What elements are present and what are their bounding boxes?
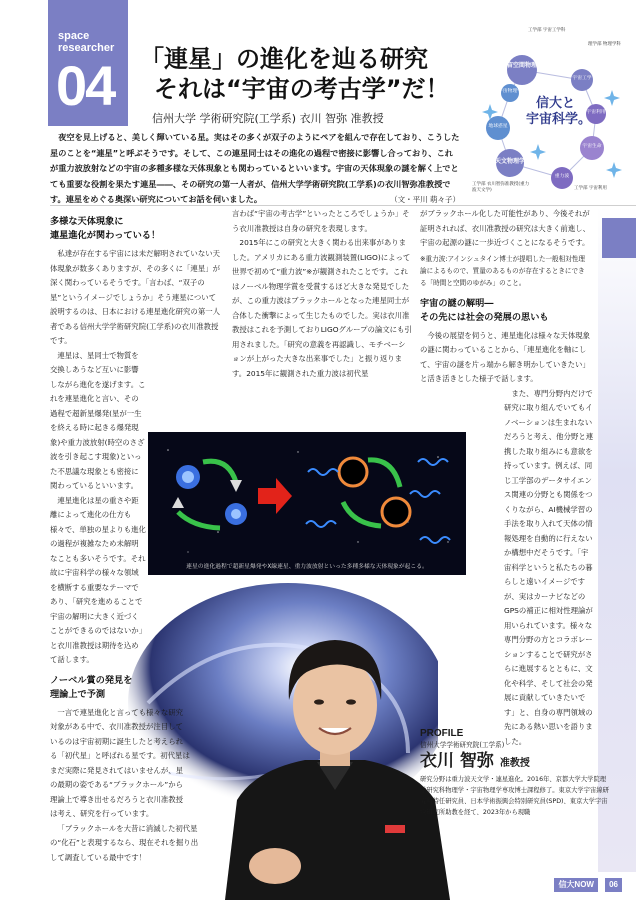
profile-rank: 准教授 <box>499 758 530 769</box>
researcher-photo <box>215 590 455 900</box>
diagram-node-small-2: 重力波 <box>554 174 570 179</box>
title-line-2: それは“宇宙の考古学”だ！ <box>154 75 450 103</box>
series-label: space <box>58 30 90 42</box>
byline: 信州大学 学術研究院(工学系) 衣川 智弥 准教授 <box>152 112 384 125</box>
divider <box>50 205 636 206</box>
binary-evolution-figure <box>148 432 466 575</box>
diagram-node-small-1: 地球惑星 <box>488 124 508 129</box>
diagram-label-bottom-right: 工学部 宇宙利用 <box>574 186 607 191</box>
heading-1-line-2: 連星進化が関わっている！ <box>50 230 161 241</box>
heading-2-line-2: 理論上で予測 <box>50 688 106 700</box>
paragraph: 「ブラックホールを大昔に消滅した初代星の“化石”と表現するなら、現在それを掘り出して調査している最中です！ <box>50 823 199 862</box>
diagram-label-left: 工学部 衣川智弥准教授(重力波天文学) <box>472 182 530 193</box>
paragraph: 連星は、星同士で物質を交換しあうなど互いに影響しながら進化を遂げます。これを連星進化と言い、その過程で超新星爆発(星が一生を終える時に起きる爆発現象)や重力波放射(時空のさざ波を引き起こす現象)といった不思議な現象とも密接に関わっているといいます。 <box>50 350 146 490</box>
heading-3 <box>420 297 590 325</box>
figure-caption: 連星の進化過程で超新星爆発やX線連星、重力波放射といった多種多様な天体現象が起こる。 <box>186 564 428 570</box>
heading-3-line-2: その先には社会の発展の思いも <box>420 311 549 323</box>
footnote: ※重力波:アインシュタイン博士が提唱した一般相対性理論によるもので、質量のあるものが存在するときにできる「時間と空間のゆがみ」のこと。 <box>420 254 585 287</box>
paragraph: 連星進化は星の重さや距離によって進化の仕方も様々で、単独の星よりも進化の過程が複雑なため未解明なことも多いそうです。それ故に宇宙科学の様々な領域を横断する重要なテーマであり、「研究を進めることで宇宙の解明に大きく近づくことができるのではないか」と衣川准教授は期待を込めて話します。 <box>50 495 146 664</box>
diagram-node-right-2: 宇宙利用 <box>586 110 606 115</box>
diagram-label-top: 工学部 宇宙工学科 <box>528 28 566 33</box>
diagram-node-left: 天文物理学 <box>494 158 525 165</box>
column-2 <box>232 207 412 381</box>
series-tab <box>48 0 128 126</box>
paragraph: がブラックホール化した可能性があり、今後それが証明されれば、衣川准教授の研究は大きく前進し、宇宙の起源の謎に一歩近づくことになるそうです。 <box>420 209 590 247</box>
footer-brand: 信大NOW <box>554 878 598 892</box>
series-label-2: researcher <box>58 42 115 54</box>
paragraph: 2015年にこの研究と大きく関わる出来事がありました。アメリカにある重力波観測装置(LIGO)によって世界で初めて“重力波”※が観測されたことです。これはノーベル物理学賞を受賞するほど大きな発見でしたが、この重力波はブラックホールとなった連星同士が合体した衝撃によって生じたものでした。実は衣川准教授はこれを予測しておりLIGOグループの論文にも引用されました。「研究の意義を再認識し、モチベーションが上がった大きな出来事でした」と振り返ります。2015年に観測された重力波は初代星 <box>232 238 412 378</box>
heading-1-line-1: 多様な天体現象に <box>50 216 124 227</box>
series-number: 04 <box>56 54 115 117</box>
page-footer <box>0 872 636 900</box>
heading-2 <box>50 674 220 702</box>
diagram-node-right-1: 宇宙工学 <box>572 76 592 81</box>
paragraph: 一言で連星進化と言っても様々な研究対象がある中で、衣川准教授が注目しているのは宇宙初期に誕生したと考えられる「初代星」と呼ばれる星です。初代星はまだ実際に発見されてはいませんが、星の最期の姿である“ブラックホール”から理論上で導き出せるだろうと衣川准教授は考え、研究を行っています。 <box>50 707 190 818</box>
side-bar <box>602 218 636 258</box>
title-line-1: 「連星」の進化を辿る研究 <box>140 45 428 73</box>
page-number: 06 <box>605 878 622 892</box>
heading-3-line-1: 宇宙の謎の解明― <box>420 297 494 309</box>
page-title <box>140 44 450 104</box>
profile-bio: 研究分野は重力波天文学・連星進化。2016年、京都大学大学院理学研究科物理学・宇宙物理学専攻博士課程修了。東京大学宇宙線研究所特任研究員、日本学術振興会特別研究員(SPD)、東京大学宇宙線研究所助教を経て、2023年から現職 <box>420 776 609 816</box>
diagram-center-2: 宇宙科学。 <box>526 112 592 127</box>
diagram-center-1: 信大と <box>536 96 576 111</box>
lead-credit: （文・平川 萌々子） <box>390 195 460 204</box>
heading-2-line-1: ノーベル賞の発見を <box>50 674 133 686</box>
profile-name <box>420 750 610 772</box>
diagram-label-right: 理学部 物理学科 <box>588 42 621 47</box>
profile-name-text: 衣川 智弥 <box>420 751 494 771</box>
paragraph: 私達が存在する宇宙には未だ解明されていない天体現象が数多くありますが、その多くに「連星」が深く関わっているそうです。「言わば、“双子の星”というイメージでしょうか」そう連星について説明するのは、日本における連星進化研究の第一人者である信州大学学術研究院(工学系)の衣川准教授です。 <box>50 249 220 345</box>
profile-affiliation: 信州大学学術研究院(工学系) <box>420 741 505 749</box>
paragraph: 言わば“宇宙の考古学”といったところでしょうか」そう衣川准教授は自身の研究を表現します。 <box>232 209 410 233</box>
profile-heading: PROFILE <box>420 728 464 739</box>
paragraph: 今後の展望を伺うと、連星進化は様々な天体現象の謎に関わっていることから、「連星進化を軸にして、宇宙の謎を片っ端から解き明かしていきたい」と活き活きとした様子で話します。 <box>420 330 590 383</box>
heading-1 <box>50 215 220 243</box>
lead-text: 夜空を見上げると、美しく輝いている星。実はその多くが双子のようにペアを組んで存在しており、こうした星のことを“連星”と呼ぶそうです。そして、この連星同士はその進化の過程で密接に影響し合っており、これが重力波放射などの宇宙の多種多様な天体現象とも関わっているといいます。宇宙の天体現象の謎を解く上でとても重要な役割を果たす連星――、その研究の第一人者が、信州大学学術研究院(工学系)の衣川智弥准教授です。連星をめぐる奥深い研究についてお話を伺いました。 <box>50 132 460 204</box>
profile <box>420 728 610 818</box>
science-diagram <box>470 18 636 208</box>
diagram-node-lower-right: 宇宙生命 <box>582 144 602 149</box>
diagram-node-top: 宇宙空間物理学 <box>500 62 543 69</box>
paragraph: また、専門分野内だけで研究に取り組んでいてもイノベーションは生まれないだろうと考え、他分野と連携した取り組みにも意欲を持っています。例えば、同じ工学部のデータサイエンス関連の分野とも関係をつくりながら、AI機械学習の手法を取り入れて天体の情報処理を自動的に行えないか構想中だそうです。「宇宙科学というと私たちの暮らしと遠いイメージですが、実はカーナビなどのGPSの補正に相対性理論が用いられています。様々な専門分野の方とコラボレーションすることで研究がさらに進展するとともに、文化や科学、そして社会の発展に貢献していきたいです」と、自身の専門領域の先にある熱い思いを語りました。 <box>504 388 594 746</box>
diagram-node-upper-left: 宇宙物理学 <box>498 89 522 94</box>
